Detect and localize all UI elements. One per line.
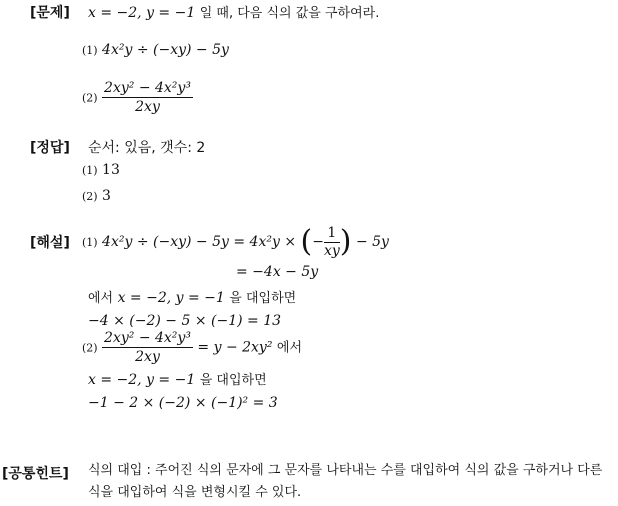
problem-condition: x = −2, y = −1 — [88, 5, 196, 21]
problem-tag: [문제] — [30, 5, 70, 21]
solution-line-5 — [82, 330, 302, 365]
solution-line-5-text: 에서 — [276, 340, 303, 356]
solution-line-1-fraction — [324, 226, 340, 259]
answer-item-2-number: (2) — [82, 190, 98, 203]
left-paren: ( — [300, 224, 313, 259]
solution-line-5-frac-bot: 2xy — [135, 349, 160, 365]
solution-line-1-number: (1) — [82, 236, 98, 249]
answer-item-1 — [82, 162, 120, 178]
solution-line-5-rest: = y − 2xy² — [197, 339, 273, 356]
solution-line-5-frac-top: 2xy² − 4x²y³ — [104, 330, 191, 346]
solution-line-3-math: x = −2, y = −1 — [117, 290, 225, 306]
solution-line-2: = −4x − 5y — [236, 264, 319, 280]
solution-line-6-math: x = −2, y = −1 — [88, 372, 196, 388]
solution-line-1-neg: − — [312, 234, 324, 250]
solution-line-3-text: 을 대입하면 — [229, 291, 297, 306]
solution-line-5-fraction — [102, 330, 193, 365]
solution-tag: [해설] — [30, 235, 70, 251]
answer-item-1-value: 13 — [102, 162, 120, 178]
hint-tag: [공통힌트] — [2, 466, 69, 482]
solution-line-6 — [88, 369, 267, 388]
problem-instruction: 일 때, 다음 식의 값을 구하여라. — [199, 6, 380, 21]
right-paren: ) — [339, 224, 352, 259]
solution-line-1-frac-bot: xy — [323, 242, 340, 259]
solution-line-3 — [88, 287, 296, 306]
problem-item-1 — [82, 42, 229, 58]
answer-tag: [정답] — [30, 140, 70, 156]
problem-item-2-fraction — [102, 80, 193, 115]
solution-line-3-prefix: 에서 — [88, 291, 114, 306]
answer-item-1-number: (1) — [82, 164, 98, 177]
problem-item-1-expression: 4x²y ÷ (−xy) − 5y — [102, 42, 229, 58]
solution-line-1-frac-top: 1 — [324, 226, 340, 243]
problem-statement — [88, 2, 379, 21]
solution-line-4: −4 × (−2) − 5 × (−1) = 13 — [88, 313, 282, 329]
solution-line-1-rest: − 5y — [355, 234, 389, 250]
problem-item-2 — [82, 80, 193, 115]
problem-item-1-number: (1) — [82, 44, 98, 57]
answer-item-2 — [82, 188, 111, 204]
answer-summary: 순서: 있음, 갯수: 2 — [88, 140, 206, 156]
problem-item-2-numerator: 2xy² − 4x²y³ — [104, 80, 191, 96]
problem-item-2-denominator: 2xy — [135, 99, 160, 115]
solution-line-1 — [82, 222, 389, 262]
solution-line-1-lhs: 4x²y ÷ (−xy) − 5y = 4x²y × — [102, 234, 297, 250]
hint-text: 식의 대입 : 주어진 식의 문자에 그 문자를 나타내는 수를 대입하여 식의 값을 구하거나 다른 식을 대입하여 식을 변형시킬 수 있다. — [88, 463, 603, 500]
solution-line-5-number: (2) — [82, 341, 98, 355]
solution-line-6-text: 을 대입하면 — [199, 373, 267, 388]
problem-item-2-number: (2) — [82, 91, 98, 105]
solution-line-7: −1 − 2 × (−2) × (−1)² = 3 — [88, 395, 278, 411]
answer-item-2-value: 3 — [102, 188, 111, 204]
